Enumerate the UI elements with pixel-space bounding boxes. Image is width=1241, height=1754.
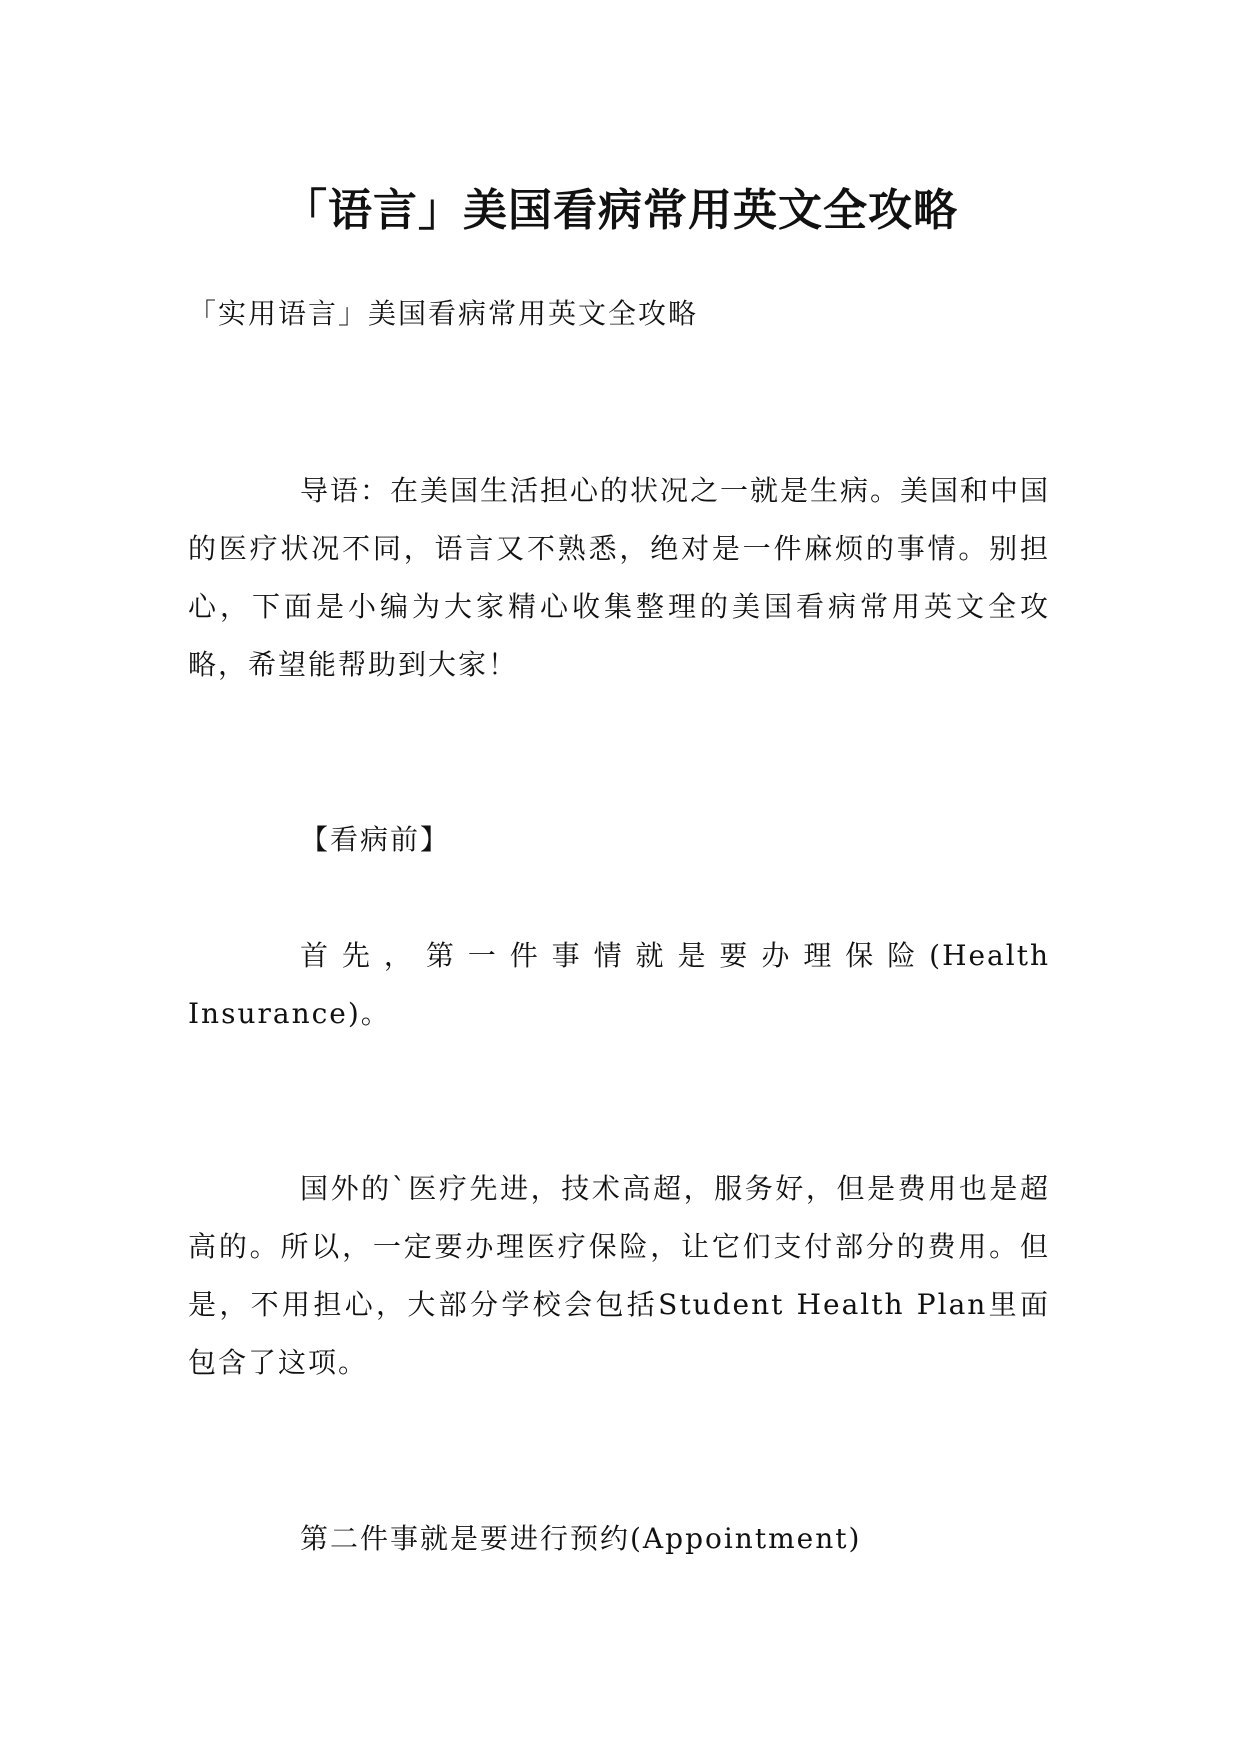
paragraph-appointment: 第二件事就是要进行预约(Appointment) [300,1522,862,1555]
section-heading-before-visit: 【看病前】 [300,823,451,856]
document-title: 「语言」美国看病常用英文全攻略 [283,185,958,237]
intro-paragraph: 导语：在美国生活担心的状况之一就是生病。美国和中国的医疗状况不同，语言又不熟悉，绝对是一件麻烦的事情。别担心，下面是小编为大家精心收集整理的美国看病常用英文全攻略，希望能帮助到大家！ [188,474,1051,681]
paragraph-health-insurance: 首先，第一件事情就是要办理保险(Health Insurance)。 [188,939,1050,1030]
paragraph-medical-cost: 国外的`医疗先进，技术高超，服务好，但是费用也是超高的。所以，一定要办理医疗保险，让它们支付部分的费用。但是，不用担心，大部分学校会包括Student Health Plan里面包含了这项。 [188,1172,1050,1379]
document-subtitle: 「实用语言」美国看病常用英文全攻略 [188,297,699,330]
